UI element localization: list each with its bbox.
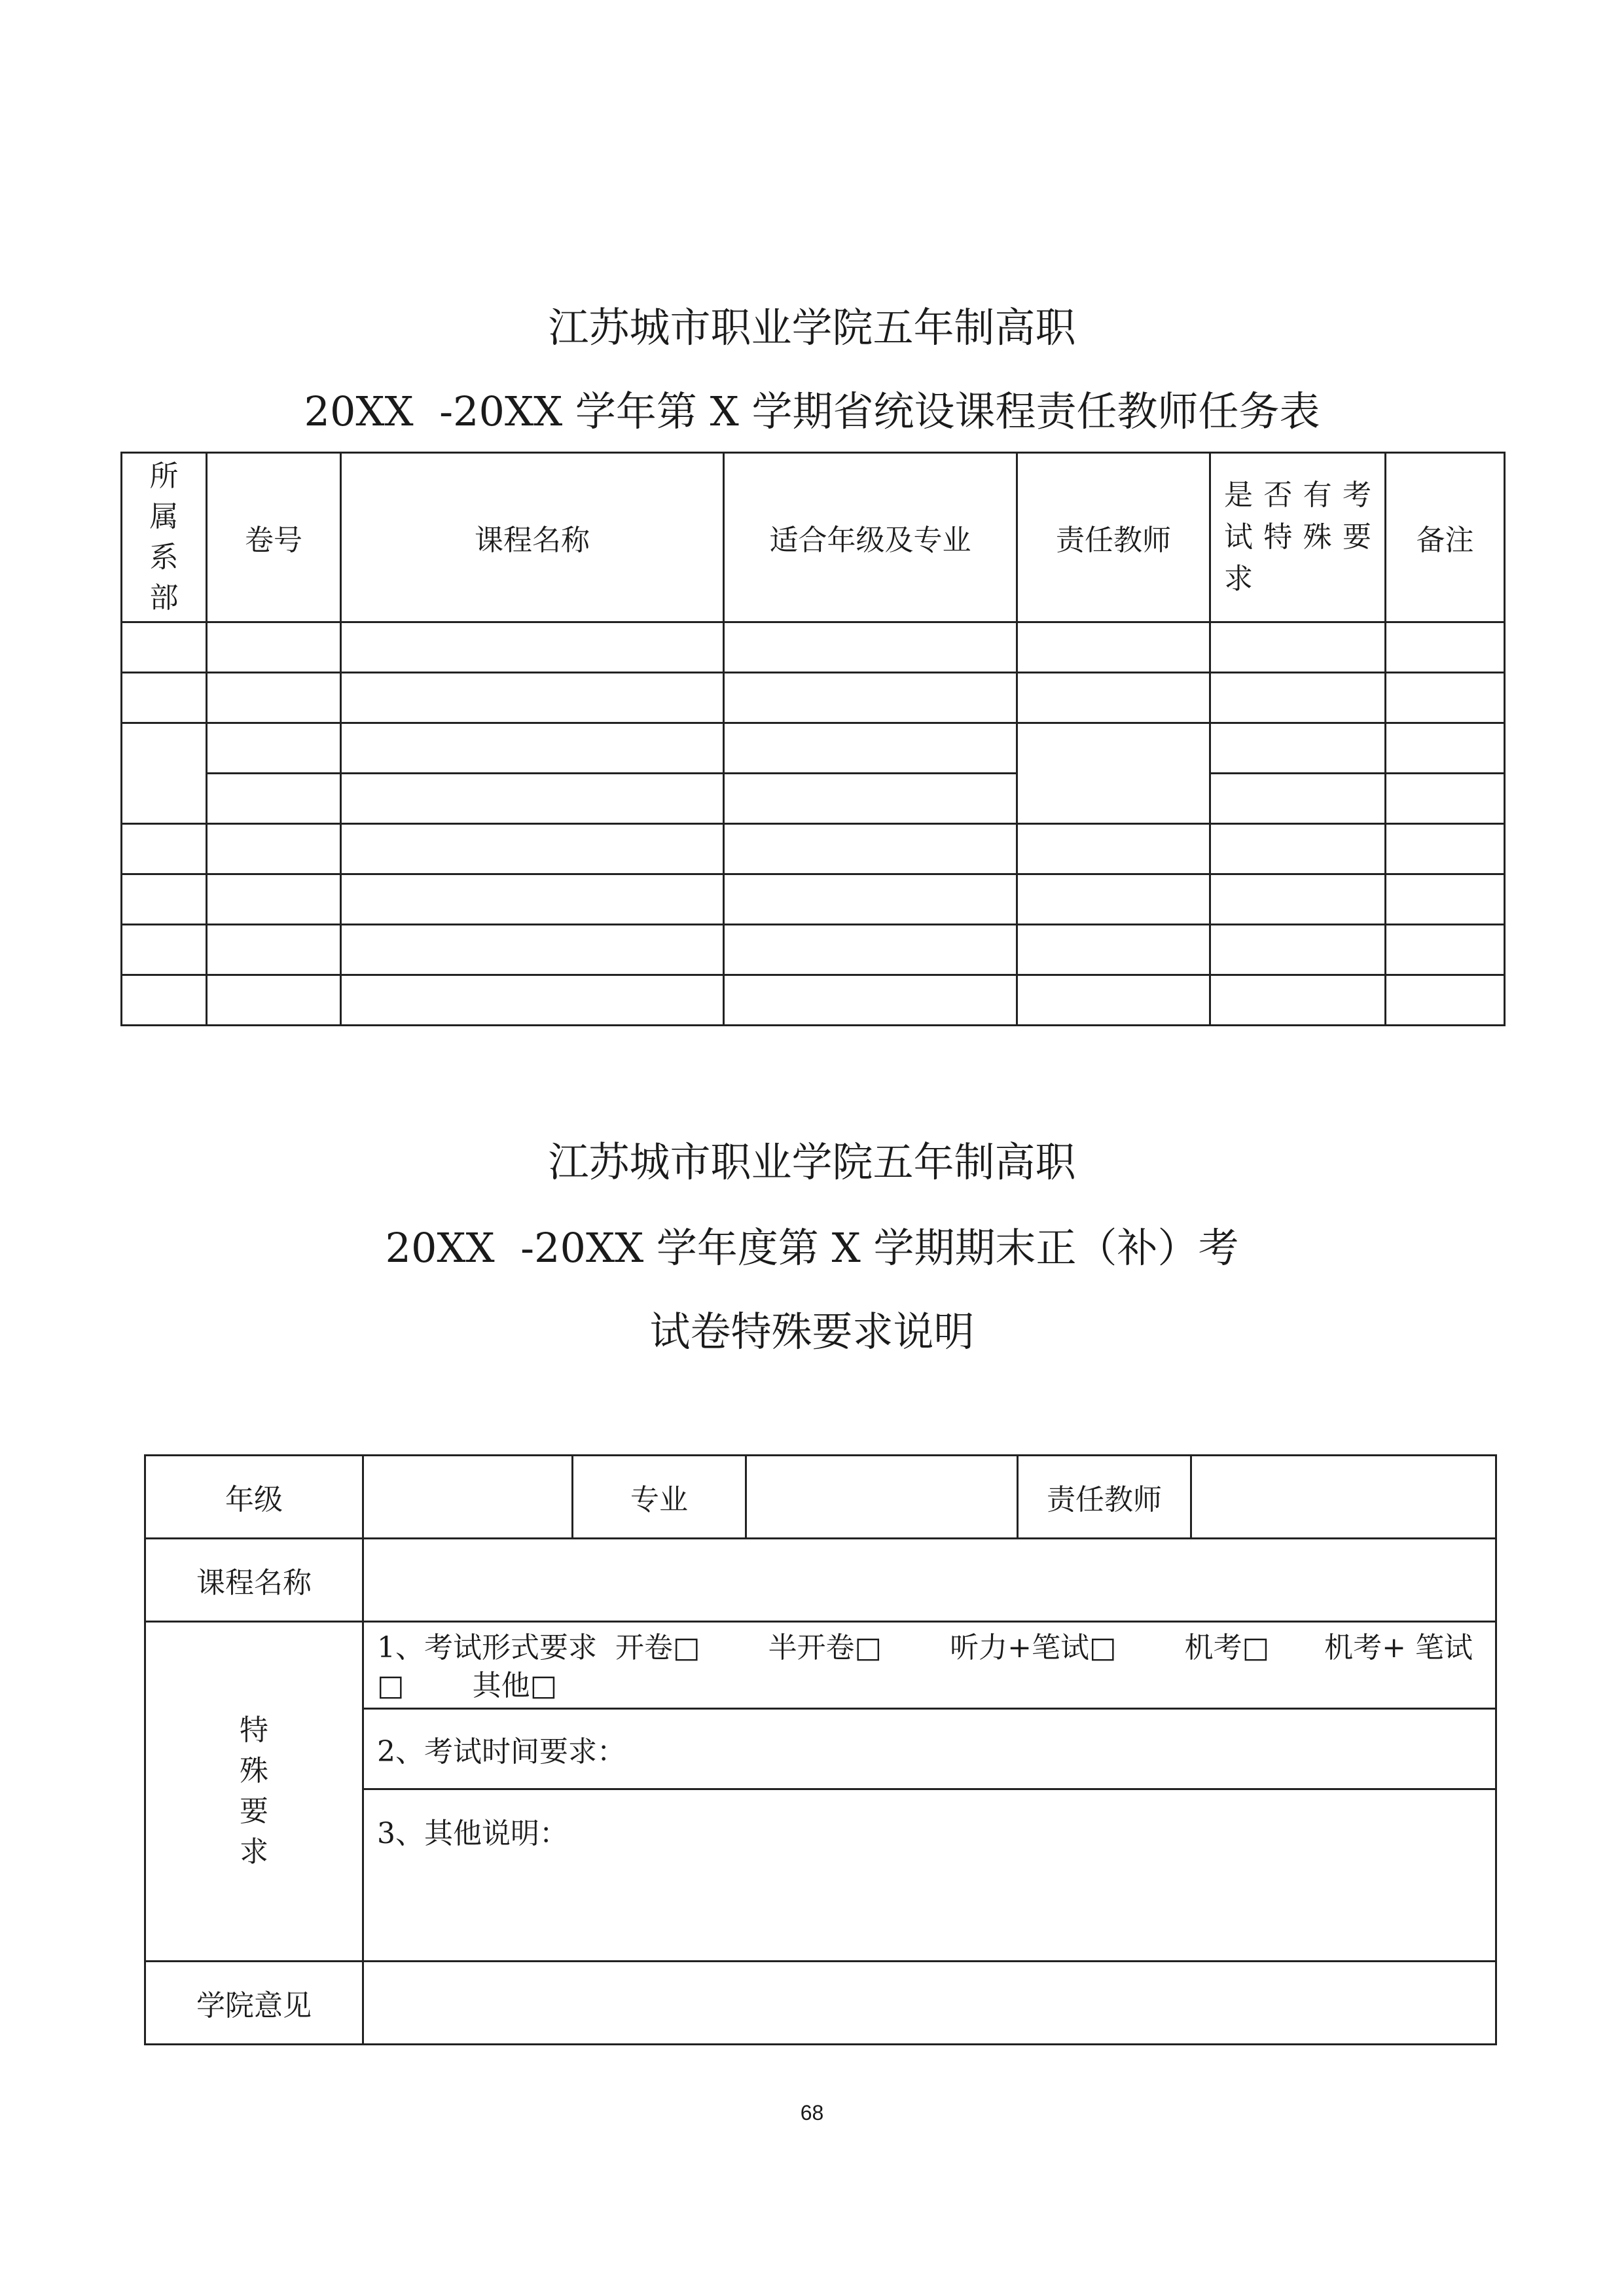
label-major: 专业 (573, 1456, 746, 1539)
option-half-open-book: 半开卷□ (768, 1631, 882, 1664)
special-requirements-table (144, 1454, 1497, 2045)
option-checkbox-computer-written: □ (377, 1669, 405, 1702)
section1-title-line1: 江苏城市职业学院五年制高职 (548, 304, 1076, 351)
exam-form-options (363, 1622, 1496, 1709)
option-other: 其他□ (472, 1669, 558, 1702)
value-college-opinion (363, 1962, 1496, 2045)
table-row (122, 622, 1505, 673)
table-row (145, 1539, 1496, 1622)
label-special-req: 特 殊 要 求 (145, 1622, 363, 1962)
label-teacher: 责任教师 (1018, 1456, 1191, 1539)
page-number: 68 (800, 2101, 824, 2125)
other-notes: 3、其他说明： (363, 1789, 1496, 1962)
section2-title-line1: 江苏城市职业学院五年制高职 (548, 1138, 1076, 1186)
header-teacher: 责任教师 (1017, 453, 1210, 622)
table-row (122, 925, 1505, 975)
header-course-name: 课程名称 (341, 453, 724, 622)
teacher-task-table (120, 452, 1506, 1026)
value-teacher (1191, 1456, 1496, 1539)
table-row (122, 824, 1505, 874)
header-special-req: 是 否 有 考 试 特 殊 要 求 (1210, 453, 1386, 622)
table-row (145, 1456, 1496, 1539)
option-computer-written: 机考+ 笔试 (1324, 1631, 1473, 1664)
table-row (145, 1622, 1496, 1709)
value-course-name (363, 1539, 1496, 1622)
header-paper-no: 卷号 (207, 453, 341, 622)
table-row (122, 673, 1505, 723)
label-grade: 年级 (145, 1456, 363, 1539)
label-college-opinion: 学院意见 (145, 1962, 363, 2045)
section2-title-line3: 试卷特殊要求说明 (649, 1308, 975, 1355)
table-row (122, 874, 1505, 925)
option-computer-exam: 机考□ (1184, 1631, 1270, 1664)
option-open-book: 开卷□ (615, 1631, 700, 1664)
header-remark: 备注 (1386, 453, 1505, 622)
header-grade-major: 适合年级及专业 (724, 453, 1017, 622)
section1-title-line2: 20XX -20XX 学年第 X 学期省统设课程责任教师任务表 (304, 387, 1320, 435)
option-listening-written: 听力+笔试□ (950, 1631, 1117, 1664)
section2-title-line2: 20XX -20XX 学年度第 X 学期期末正（补）考 (385, 1224, 1239, 1272)
header-dept: 所 属 系 部 (122, 453, 207, 622)
label-course-name: 课程名称 (145, 1539, 363, 1622)
table-row (122, 723, 1505, 774)
value-grade (363, 1456, 573, 1539)
table-header-row (122, 453, 1505, 622)
exam-time-requirement: 2、考试时间要求： (363, 1709, 1496, 1789)
table-row (122, 975, 1505, 1026)
exam-form-prefix: 1、考试形式要求 (377, 1631, 597, 1664)
value-major (746, 1456, 1018, 1539)
table-row (122, 774, 1505, 824)
table-row (145, 1962, 1496, 2045)
